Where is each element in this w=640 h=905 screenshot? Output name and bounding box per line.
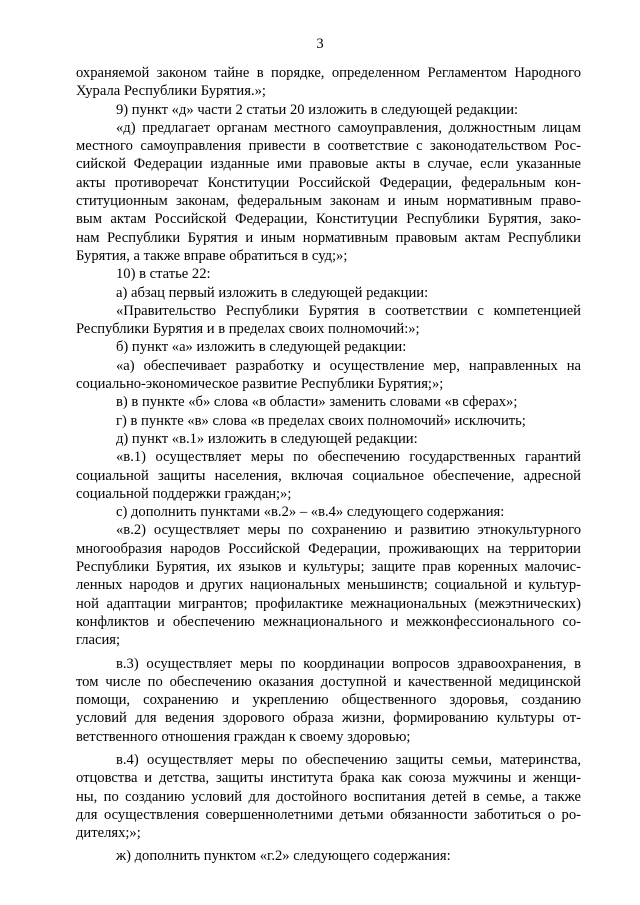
text-line: отцовства и детства, защиты института брака как союза мужчины и женщи- bbox=[76, 770, 581, 787]
text-line: ной адаптации мигрантов; профилактике межнациональных (межэтнических) bbox=[76, 595, 581, 612]
text-line: в.3) осуществляет меры по координации вопросов здравоохранения, в bbox=[116, 655, 581, 672]
text-line: ветственного отношения граждан к своему здоровью; bbox=[76, 728, 411, 745]
text-line: для осуществления совершеннолетними детьми обязанности заботиться о ро- bbox=[76, 806, 581, 823]
text-line: нам Республики Бурятия и иным нормативным правовым актам Республики bbox=[76, 229, 581, 246]
text-line: «д) предлагает органам местного самоуправления, должностным лицам bbox=[116, 119, 581, 136]
text-line: в.4) осуществляет меры по обеспечению защиты семьи, материнства, bbox=[116, 751, 581, 768]
text-line: «Правительство Республики Бурятия в соответствии с компетенцией bbox=[116, 302, 581, 319]
text-line: д) пункт «в.1» изложить в следующей редакции: bbox=[116, 430, 418, 447]
text-line: ны, по созданию условий для достойного воспитания детей в семье, а также bbox=[76, 788, 581, 805]
text-line: ституционным законам, федеральным законам и иным нормативным право- bbox=[76, 193, 581, 210]
text-line: гласия; bbox=[76, 632, 121, 649]
text-line: «а) обеспечивает разработку и осуществление мер, направленных на bbox=[116, 357, 581, 374]
text-line: местного самоуправления привести в соответствие с законодательством Рос- bbox=[76, 138, 581, 155]
text-line: вым актам Российской Федерации, Конституции Республики Бурятия, зако- bbox=[76, 211, 581, 228]
text-line: сийской Федерации изданные ими правовые акты в случае, если указанные bbox=[76, 156, 581, 173]
text-line: «в.2) осуществляет меры по сохранению и развитию этнокультурного bbox=[116, 522, 581, 539]
text-line: с) дополнить пунктами «в.2» – «в.4» следующего содержания: bbox=[116, 504, 505, 521]
document-body bbox=[76, 64, 581, 866]
text-line: 9) пункт «д» части 2 статьи 20 изложить в следующей редакции: bbox=[116, 101, 519, 118]
text-line: условий для ведения здорового образа жизни, формированию культуры от- bbox=[76, 710, 581, 727]
text-line: 10) в статье 22: bbox=[116, 266, 211, 283]
text-line: охраняемой законом тайне в порядке, определенном Регламентом Народного bbox=[76, 65, 581, 81]
text-line: ленных народов и других национальных меньшинств; социальной и культур- bbox=[76, 577, 581, 594]
text-line: Республики Бурятия, их языков и культуры; защите прав коренных малочис- bbox=[76, 559, 581, 576]
text-line: социальной защиты населения, включая социальное обеспечение, адресной bbox=[76, 467, 581, 484]
text-line: в) в пункте «б» слова «в области» заменить словами «в сферах»; bbox=[116, 394, 518, 411]
text-line: Хурала Республики Бурятия.»; bbox=[76, 83, 266, 100]
text-line: социальной поддержки граждан;»; bbox=[76, 485, 292, 502]
text-line: Республики Бурятия и в пределах своих полномочий:»; bbox=[76, 321, 420, 338]
text-line: конфликтов и обеспечению межнационального и межконфессионального со- bbox=[76, 613, 581, 630]
text-line: дителях;»; bbox=[76, 825, 141, 842]
text-line: а) абзац первый изложить в следующей редакции: bbox=[116, 284, 429, 301]
text-line: ж) дополнить пунктом «г.2» следующего содержания: bbox=[116, 848, 451, 865]
text-line: акты противоречат Конституции Российской Федерации, федеральным кон- bbox=[76, 174, 581, 191]
text-line: Бурятия, а также вправе обратиться в суд;»; bbox=[76, 247, 348, 264]
page-number: 3 bbox=[316, 36, 324, 52]
text-line: «в.1) осуществляет меры по обеспечению государственных гарантий bbox=[116, 449, 581, 466]
text-line: б) пункт «а» изложить в следующей редакции: bbox=[116, 339, 407, 356]
text-line: помощи, сохранению и укреплению общественного здоровья, созданию bbox=[76, 692, 581, 709]
text-line: социально-экономическое развитие Республики Бурятия;»; bbox=[76, 376, 444, 393]
text-line: г) в пункте «в» слова «в пределах своих полномочий» исключить; bbox=[116, 412, 526, 429]
text-line: том числе по обеспечению оказания доступной и качественной медицинской bbox=[76, 673, 581, 690]
text-line: многообразия народов Российской Федерации, проживающих на территории bbox=[76, 540, 581, 557]
